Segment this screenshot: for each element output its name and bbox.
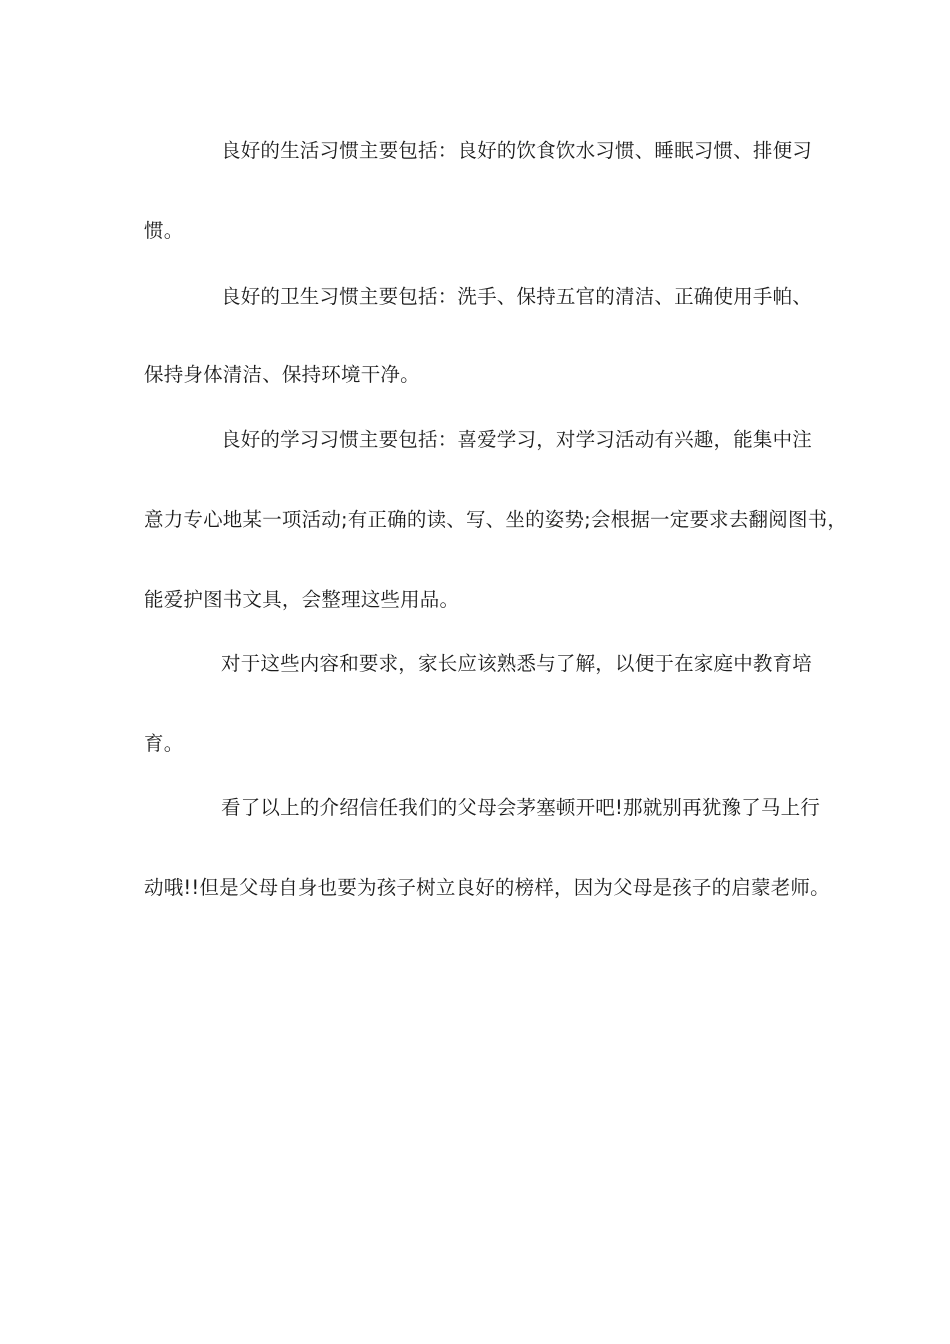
paragraph-5-line-2: 动哦!!但是父母自身也要为孩子树立良好的榜样，因为父母是孩子的启蒙老师。 xyxy=(144,876,830,899)
paragraph-1-line-1: 良好的生活习惯主要包括：良好的饮食饮水习惯、睡眠习惯、排便习 xyxy=(221,139,813,162)
paragraph-1-line-2: 惯。 xyxy=(144,219,184,242)
paragraph-2-line-1: 良好的卫生习惯主要包括：洗手、保持五官的清洁、正确使用手帕、 xyxy=(221,285,813,308)
paragraph-3-line-1: 良好的学习习惯主要包括：喜爱学习，对学习活动有兴趣，能集中注 xyxy=(221,428,813,451)
paragraph-3-line-3: 能爱护图书文具，会整理这些用品。 xyxy=(144,588,460,611)
paragraph-4-line-1: 对于这些内容和要求，家长应该熟悉与了解，以便于在家庭中教育培 xyxy=(221,652,813,675)
paragraph-4-line-2: 育。 xyxy=(144,732,184,755)
paragraph-3-line-2: 意力专心地某一项活动;有正确的读、写、坐的姿势;会根据一定要求去翻阅图书， xyxy=(144,508,848,531)
paragraph-5-line-1: 看了以上的介绍信任我们的父母会茅塞顿开吧!那就别再犹豫了马上行 xyxy=(221,796,821,819)
paragraph-2-line-2: 保持身体清洁、保持环境干净。 xyxy=(144,363,420,386)
